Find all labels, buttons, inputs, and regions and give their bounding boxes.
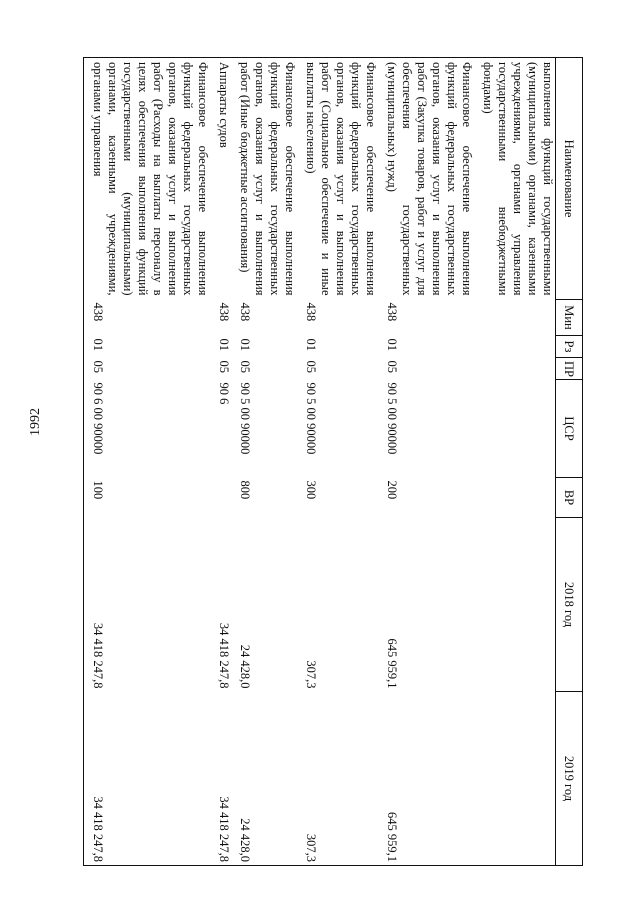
row-csr: 90 6 <box>217 382 231 405</box>
row-rz: 01 <box>238 338 252 351</box>
table-row <box>297 58 378 866</box>
row-name: Аппараты судов <box>210 58 231 300</box>
header-csr: ЦСР <box>556 380 583 478</box>
table-row <box>210 58 231 866</box>
row-pr: 05 <box>217 360 231 373</box>
row-2018: 34 418 247,8 <box>217 622 231 689</box>
row-rz: 01 <box>304 338 318 351</box>
row-rz: 01 <box>217 338 231 351</box>
row-vr: 100 <box>84 478 211 518</box>
table-header <box>556 58 583 866</box>
row-rz: 01 <box>84 336 211 358</box>
row-pr: 05 <box>304 360 318 373</box>
table-row <box>231 58 297 866</box>
row-2018: 24 428,0 <box>238 644 252 689</box>
header-rz: Рз <box>556 336 583 358</box>
row-name: Финансовое обеспечение выполнения функций федеральных государственных органов, оказания услуг и выполнения работ (Социальное обеспечение и иные выплаты населению) <box>297 58 378 300</box>
row-name: Финансовое обеспечение выполнения функций федеральных государственных органов, оказания услуг и выполнения работ (Расходы на выплаты персоналу в целях обеспечения выполнения функций государственными (муниципальными) органами, казенными учреждениями, органами управления <box>84 58 211 300</box>
row-csr: 90 6 00 90000 <box>84 380 211 478</box>
row-vr: 300 <box>304 480 318 500</box>
row-min: 438 <box>238 302 252 322</box>
table-row <box>474 58 556 866</box>
row-2019: 645 959,1 <box>378 692 474 866</box>
table-body <box>84 58 556 866</box>
row-csr <box>474 380 556 478</box>
row-name: выполнения функций государственными (муниципальными) органами, казенными учреждениями, органами управления государственными внебюджетными фондами) <box>474 58 556 300</box>
row-pr <box>474 358 556 380</box>
header-pr: ПР <box>556 358 583 380</box>
row-csr: 90 5 00 90000 <box>385 382 399 455</box>
header-name: Наименование <box>556 58 583 300</box>
row-vr <box>210 478 231 518</box>
row-pr: 05 <box>238 360 252 373</box>
row-csr: 90 5 00 90000 <box>238 382 252 455</box>
budget-table <box>83 57 583 866</box>
table-row <box>378 58 474 866</box>
row-name: Финансовое обеспечение выполнения функций федеральных государственных органов, оказания услуг и выполнения работ (Закупка товаров, работ и услуг для обеспечения государственных (муниципальных) нужд) <box>378 58 474 300</box>
row-csr: 90 5 00 90000 <box>304 382 318 455</box>
row-vr: 800 <box>238 480 252 500</box>
budget-table-container <box>53 57 583 865</box>
row-name: Финансовое обеспечение выполнения функций федеральных государственных органов, оказания услуг и выполнения работ (Иные бюджетные ассигнования) <box>231 58 297 300</box>
row-rz: 01 <box>385 338 399 351</box>
row-pr: 05 <box>385 360 399 373</box>
row-2019: 34 418 247,8 <box>210 692 231 866</box>
row-2019 <box>474 692 556 866</box>
row-2019: 307,3 <box>297 692 378 866</box>
row-vr <box>474 478 556 518</box>
row-2019: 24 428,0 <box>231 692 297 866</box>
row-vr: 200 <box>385 480 399 500</box>
header-vr: ВР <box>556 478 583 518</box>
row-2018: 34 418 247,8 <box>84 518 211 692</box>
header-2018: 2018 год <box>556 518 583 692</box>
row-min: 438 <box>84 300 211 336</box>
row-min: 438 <box>217 302 231 322</box>
table-row <box>84 58 211 866</box>
row-min <box>474 300 556 336</box>
header-min: Мин <box>556 300 583 336</box>
row-2018: 645 959,1 <box>385 638 399 689</box>
row-min: 438 <box>385 302 399 322</box>
row-2018: 307,3 <box>304 660 318 689</box>
row-rz <box>474 336 556 358</box>
row-min: 438 <box>304 302 318 322</box>
header-2019: 2019 год <box>556 692 583 866</box>
row-pr: 05 <box>84 358 211 380</box>
row-2019: 34 418 247,8 <box>84 692 211 866</box>
row-2018 <box>474 518 556 692</box>
page-number: 1992 <box>28 408 43 436</box>
